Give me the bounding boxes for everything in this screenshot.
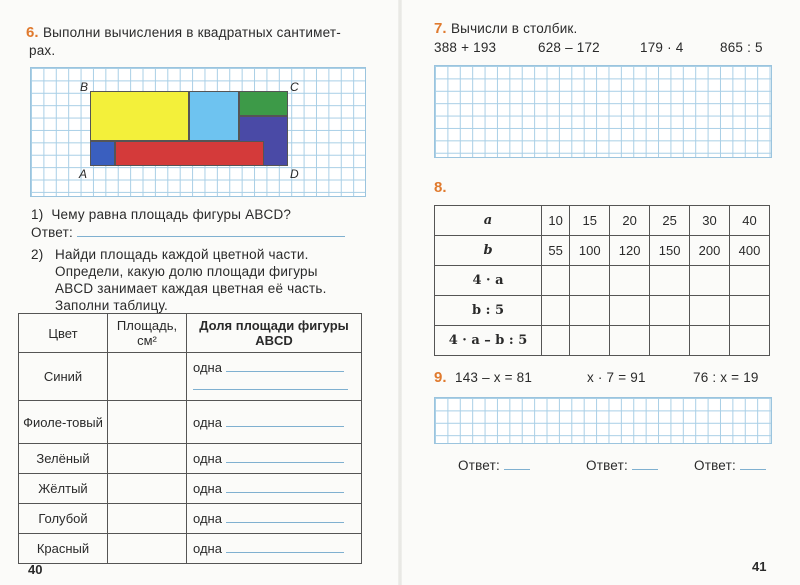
area-cell[interactable] (108, 504, 187, 534)
share-word: одна (193, 541, 222, 556)
share-line (226, 416, 344, 427)
area-cell[interactable] (108, 474, 187, 504)
blank-cell[interactable] (730, 296, 770, 326)
answer-line[interactable] (504, 461, 530, 470)
area-cell[interactable] (108, 534, 187, 564)
cell-b: 55 (542, 236, 570, 266)
blue-part (90, 141, 115, 166)
blank-cell[interactable] (610, 266, 650, 296)
cell-a: 25 (650, 206, 690, 236)
blank-cell[interactable] (542, 296, 570, 326)
label-d: D (290, 167, 299, 181)
answer-line[interactable] (740, 461, 766, 470)
blank-cell[interactable] (650, 266, 690, 296)
page-number-left: 40 (28, 562, 43, 577)
cell-b: 100 (570, 236, 610, 266)
task7-text: Вычисли в столбик. (450, 21, 578, 36)
blank-cell[interactable] (570, 266, 610, 296)
table-row (435, 296, 770, 326)
cell-a: 15 (570, 206, 610, 236)
color-name: Красный (19, 534, 108, 564)
question-2 (31, 246, 366, 314)
label-a: A (79, 167, 88, 181)
share-cell[interactable] (187, 534, 362, 564)
share-line (226, 482, 344, 493)
table-row (19, 504, 362, 534)
page-number-right: 41 (752, 559, 767, 574)
share-cell[interactable] (187, 401, 362, 444)
share-word: одна (193, 511, 222, 526)
share-cell[interactable] (187, 504, 362, 534)
yellow-part (90, 91, 189, 141)
table-row (19, 353, 362, 401)
table-row (435, 266, 770, 296)
share-line-2 (193, 379, 348, 390)
table-row (19, 444, 362, 474)
blank-cell[interactable] (730, 266, 770, 296)
row-label-combined: 4 · a – b : 5 (435, 326, 542, 356)
q2-line-1: Найди площадь каждой цветной части. (55, 247, 309, 262)
table-row (19, 401, 362, 444)
equation-3: 76 : x = 19 (693, 370, 759, 385)
share-cell[interactable] (187, 474, 362, 504)
red-part (115, 141, 264, 166)
table-row (435, 326, 770, 356)
blank-cell[interactable] (542, 266, 570, 296)
blank-cell[interactable] (570, 296, 610, 326)
area-cell[interactable] (108, 353, 187, 401)
answer-line[interactable] (77, 226, 345, 237)
share-word: одна (193, 451, 222, 466)
expr-2: 628 – 172 (538, 40, 600, 55)
share-cell[interactable] (187, 444, 362, 474)
blank-cell[interactable] (610, 326, 650, 356)
equation-1: 143 – x = 81 (455, 370, 533, 385)
label-c: C (290, 80, 299, 94)
header-area: Площадь, см² (108, 314, 187, 353)
blank-cell[interactable] (690, 266, 730, 296)
blank-cell[interactable] (690, 326, 730, 356)
color-name: Зелёный (19, 444, 108, 474)
share-cell[interactable] (187, 353, 362, 401)
share-word: одна (193, 360, 222, 375)
color-name: Голубой (19, 504, 108, 534)
task8-number: 8. (434, 179, 447, 196)
q2-line-4: Заполни таблицу. (55, 298, 168, 313)
table-row (435, 236, 770, 266)
blank-cell[interactable] (610, 296, 650, 326)
q1-text: Чему равна площадь фигуры ABCD? (51, 207, 292, 222)
cell-a: 20 (610, 206, 650, 236)
share-line (226, 512, 344, 523)
row-label-4a: 4 · a (435, 266, 542, 296)
table-row (19, 474, 362, 504)
cell-a: 10 (542, 206, 570, 236)
share-line (226, 361, 344, 372)
answer-label: Ответ: (586, 458, 628, 473)
label-b: B (80, 80, 89, 94)
header-color: Цвет (19, 314, 108, 353)
task6-text-line1: Выполни вычисления в квадратных сантимет- (42, 25, 341, 40)
cell-b: 120 (610, 236, 650, 266)
row-label-b: b (435, 236, 542, 266)
task7-heading (434, 20, 578, 38)
expr-4: 865 : 5 (720, 40, 763, 55)
share-word: одна (193, 481, 222, 496)
blank-cell[interactable] (730, 326, 770, 356)
answer-label: Ответ: (694, 458, 736, 473)
question-1 (31, 207, 291, 222)
row-label-b5: b : 5 (435, 296, 542, 326)
row-label-a: a (435, 206, 542, 236)
share-word: одна (193, 414, 222, 430)
share-line (226, 542, 344, 553)
color-area-table (18, 313, 362, 564)
task9-grid[interactable] (434, 397, 772, 444)
header-share: Доля площади фигуры ABCD (187, 314, 362, 353)
table-row (19, 534, 362, 564)
blank-cell[interactable] (570, 326, 610, 356)
green-part (239, 91, 288, 116)
cell-a: 30 (690, 206, 730, 236)
q1-number: 1) (31, 207, 44, 222)
color-name: Жёлтый (19, 474, 108, 504)
share-line (226, 452, 344, 463)
page-gutter (398, 0, 402, 585)
area-cell[interactable] (108, 401, 187, 444)
cell-b: 200 (690, 236, 730, 266)
task7-grid[interactable] (434, 65, 772, 158)
q2-line-2: Определи, какую долю площади фигуры (55, 264, 318, 279)
answer-label: Ответ: (31, 225, 73, 240)
answer-line[interactable] (632, 461, 658, 470)
cell-b: 150 (650, 236, 690, 266)
cell-a: 40 (730, 206, 770, 236)
task6-text-line2: рах. (29, 43, 56, 58)
expr-3: 179 · 4 (640, 40, 684, 55)
area-cell[interactable] (108, 444, 187, 474)
answer-row (31, 225, 361, 240)
figure-abcd (90, 91, 288, 166)
table-row (435, 206, 770, 236)
task6-number: 6. (26, 24, 39, 41)
lightblue-part (189, 91, 239, 141)
task7-number: 7. (434, 20, 447, 37)
task9-number: 9. (434, 369, 447, 386)
expr-1: 388 + 193 (434, 40, 497, 55)
color-name: Фиоле-товый (19, 401, 108, 444)
color-name: Синий (19, 353, 108, 401)
answer-label: Ответ: (458, 458, 500, 473)
blank-cell[interactable] (650, 296, 690, 326)
blank-cell[interactable] (542, 326, 570, 356)
task6-heading (26, 24, 371, 60)
q2-line-3: ABCD занимает каждая цветная её часть. (55, 281, 327, 296)
cell-b: 400 (730, 236, 770, 266)
equation-2: x · 7 = 91 (587, 370, 646, 385)
q2-number: 2) (31, 247, 44, 262)
task8-table (434, 205, 770, 356)
blank-cell[interactable] (690, 296, 730, 326)
blank-cell[interactable] (650, 326, 690, 356)
